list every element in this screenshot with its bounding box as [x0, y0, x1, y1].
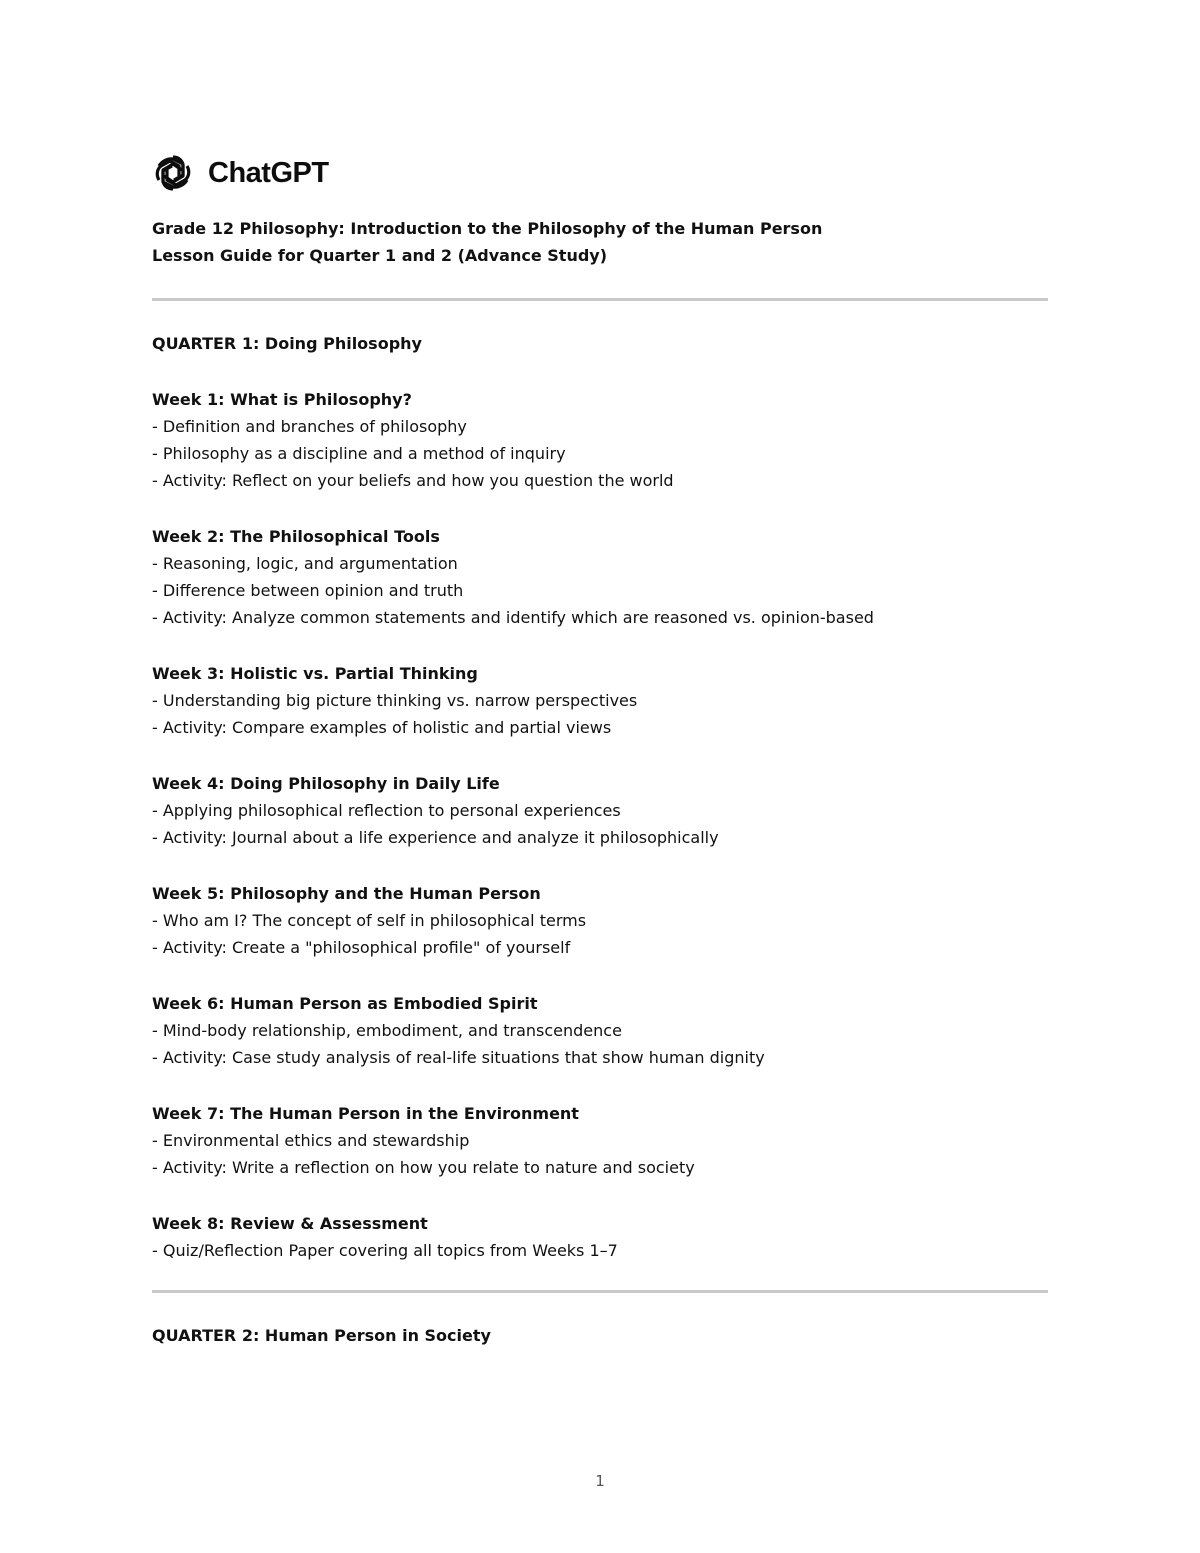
week-section [152, 523, 1048, 631]
title-line-1: Grade 12 Philosophy: Introduction to the Philosophy of the Human Person [152, 219, 823, 238]
document-title [152, 215, 1048, 269]
week-item: - Activity: Reflect on your beliefs and how you question the world [152, 471, 674, 490]
week-title: Week 5: Philosophy and the Human Person [152, 884, 541, 903]
week-title: Week 8: Review & Assessment [152, 1214, 428, 1233]
week-title: Week 1: What is Philosophy? [152, 390, 412, 409]
week-item: - Quiz/Reflection Paper covering all topics from Weeks 1–7 [152, 1241, 618, 1260]
chatgpt-logo [152, 152, 329, 194]
page-number: 1 [595, 1472, 605, 1490]
quarter-1-heading: QUARTER 1: Doing Philosophy [152, 334, 422, 353]
logo-wordmark: ChatGPT [208, 157, 329, 189]
week-item: - Who am I? The concept of self in philosophical terms [152, 911, 587, 930]
week-item: - Activity: Write a reflection on how you relate to nature and society [152, 1158, 695, 1177]
week-section [152, 660, 1048, 741]
week-item: - Activity: Journal about a life experience and analyze it philosophically [152, 828, 719, 847]
week-title: Week 4: Doing Philosophy in Daily Life [152, 774, 500, 793]
week-section [152, 1100, 1048, 1181]
week-item: - Definition and branches of philosophy [152, 417, 467, 436]
week-title: Week 7: The Human Person in the Environment [152, 1104, 579, 1123]
quarter-2-heading: QUARTER 2: Human Person in Society [152, 1326, 491, 1345]
openai-knot-icon [152, 152, 194, 194]
week-item: - Applying philosophical reflection to personal experiences [152, 801, 621, 820]
week-title: Week 6: Human Person as Embodied Spirit [152, 994, 538, 1013]
week-item: - Difference between opinion and truth [152, 581, 464, 600]
week-item: - Reasoning, logic, and argumentation [152, 554, 458, 573]
week-item: - Activity: Case study analysis of real-life situations that show human dignity [152, 1048, 765, 1067]
week-item: - Activity: Compare examples of holistic and partial views [152, 718, 612, 737]
week-item: - Understanding big picture thinking vs. narrow perspectives [152, 691, 638, 710]
document-body [152, 215, 1048, 1349]
week-item: - Activity: Create a "philosophical profile" of yourself [152, 938, 571, 957]
week-section [152, 1210, 1048, 1264]
week-title: Week 2: The Philosophical Tools [152, 527, 440, 546]
week-section [152, 990, 1048, 1071]
week-section [152, 386, 1048, 494]
week-section [152, 880, 1048, 961]
week-item: - Environmental ethics and stewardship [152, 1131, 470, 1150]
week-item: - Activity: Analyze common statements and identify which are reasoned vs. opinion-based [152, 608, 874, 627]
title-line-2: Lesson Guide for Quarter 1 and 2 (Advance Study) [152, 246, 608, 265]
week-section [152, 770, 1048, 851]
week-item: - Philosophy as a discipline and a method of inquiry [152, 444, 566, 463]
week-title: Week 3: Holistic vs. Partial Thinking [152, 664, 478, 683]
week-item: - Mind-body relationship, embodiment, and transcendence [152, 1021, 622, 1040]
